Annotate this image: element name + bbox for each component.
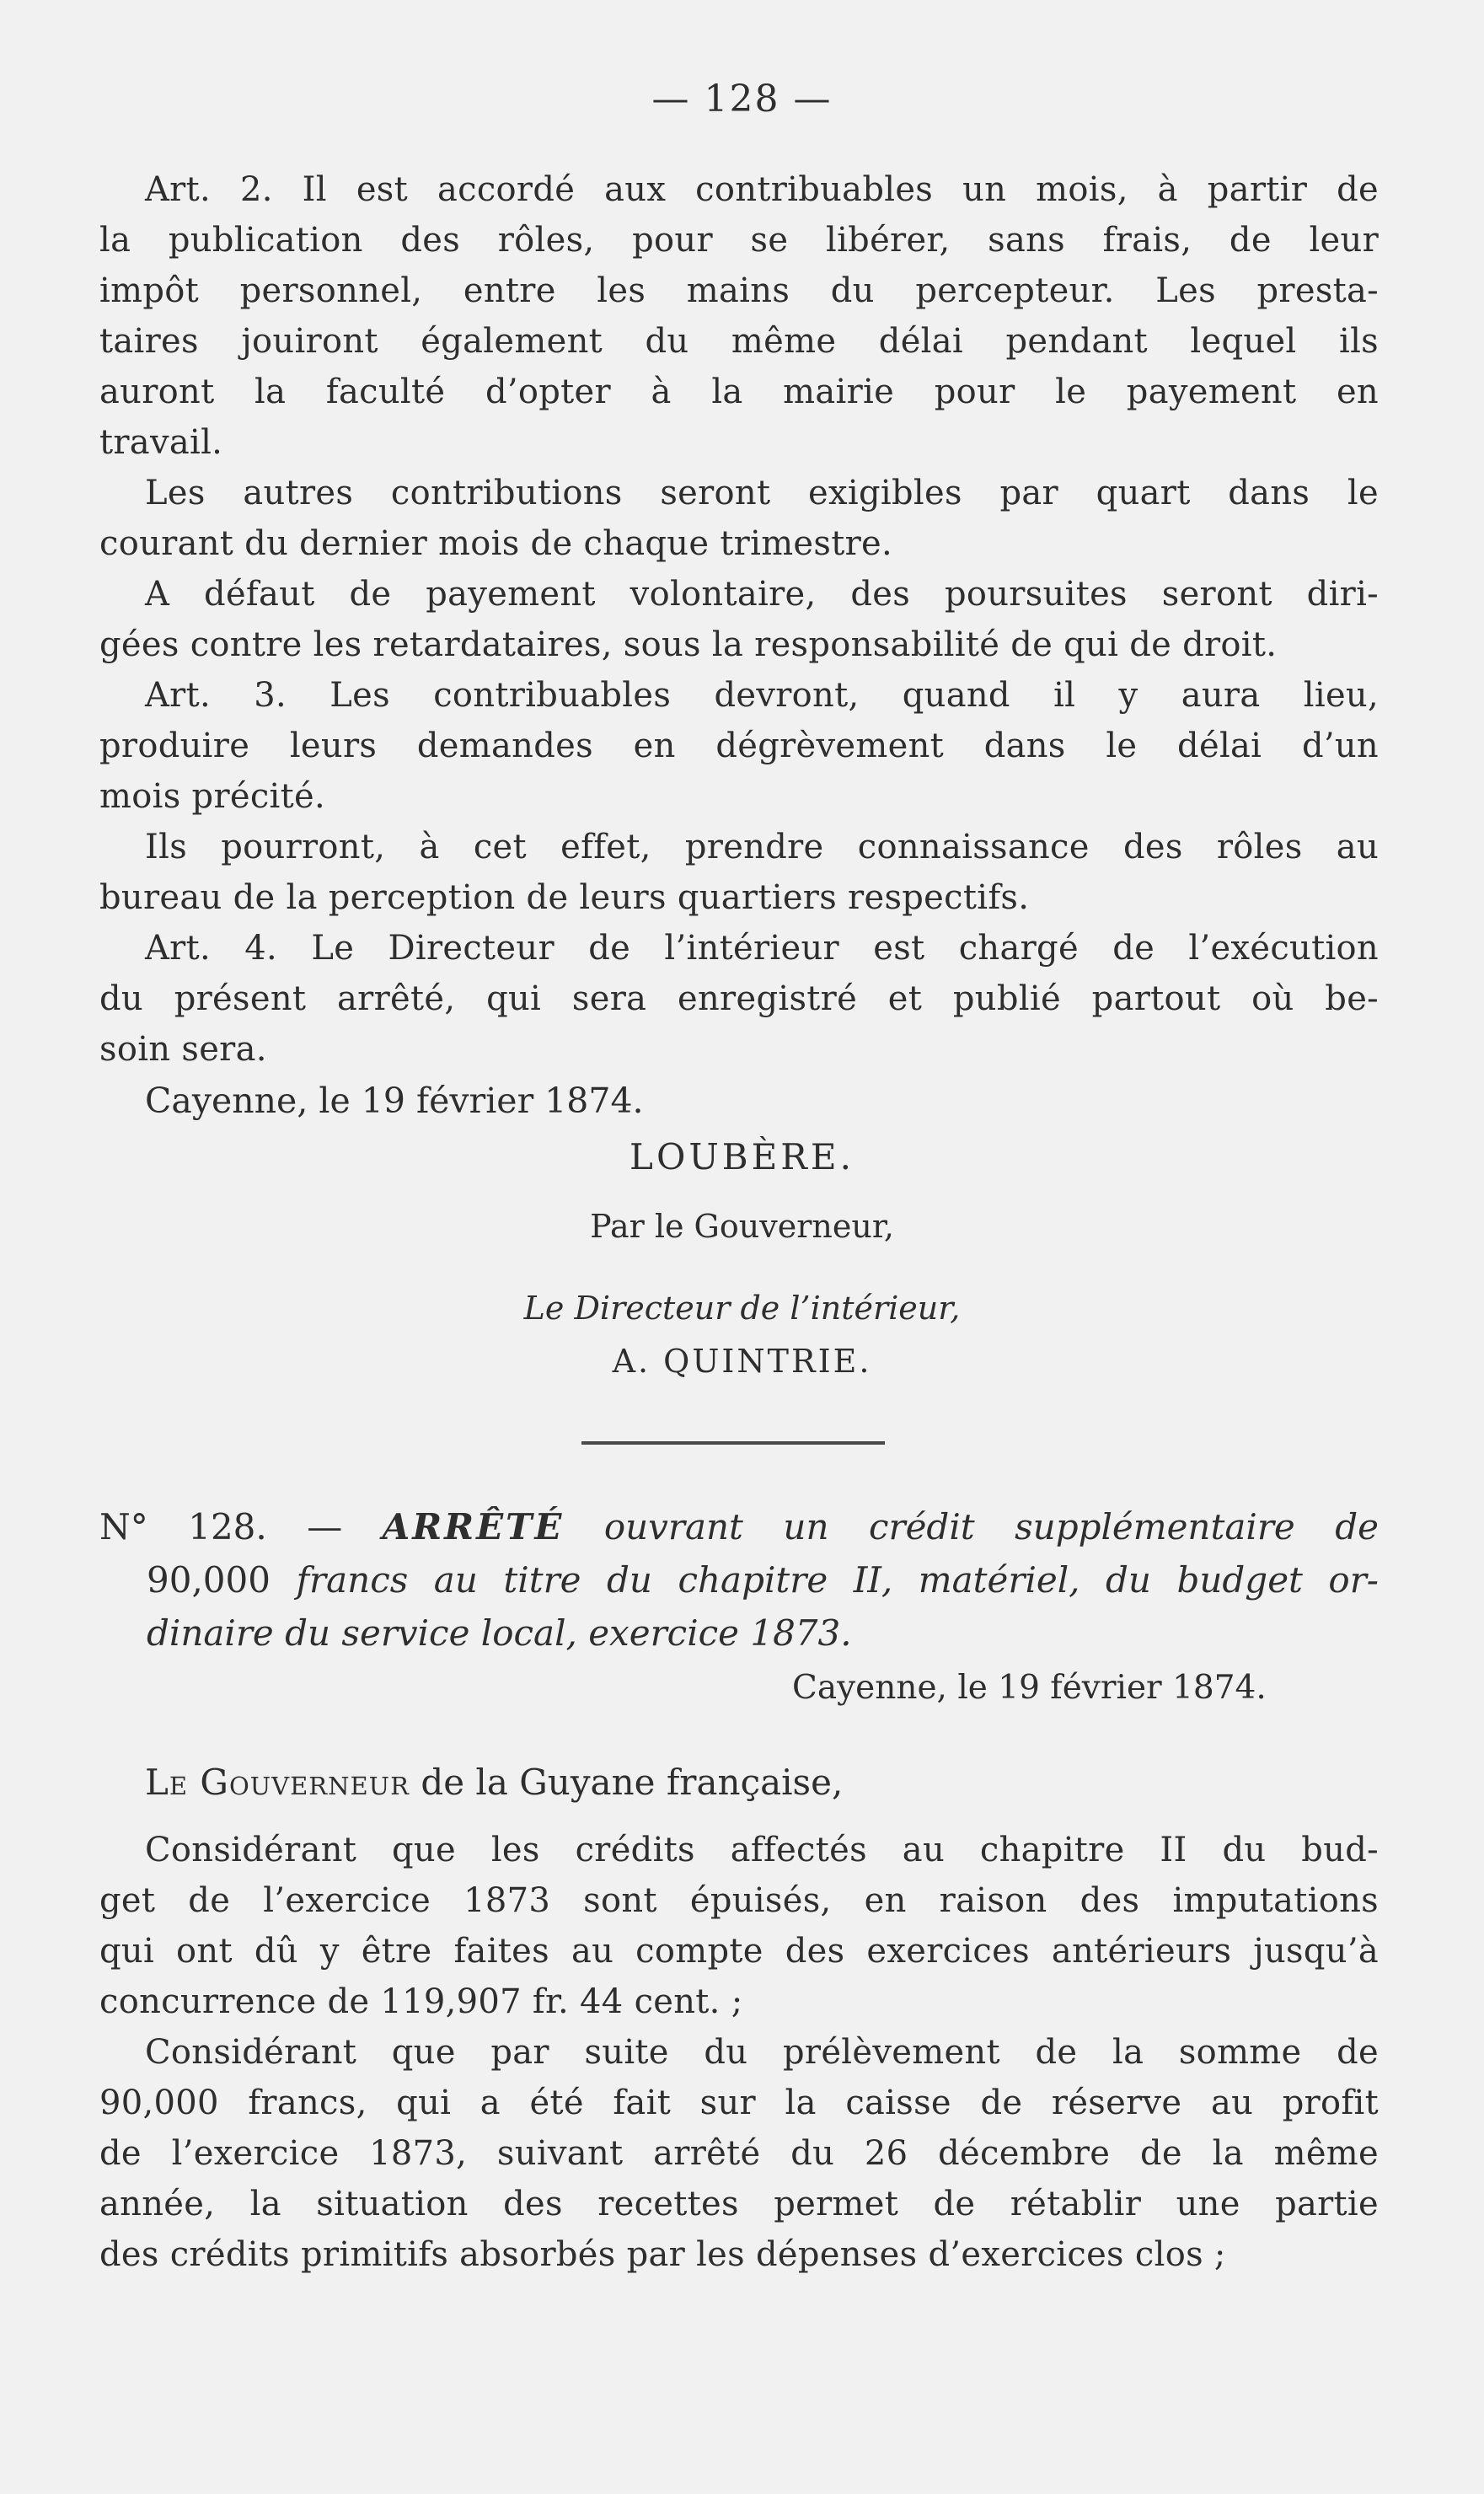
article-line: la publication des rôles, pour se libérer, sans frais, de leur [99,221,1379,260]
article-line: A défaut de payement volontaire, des poursuites seront diri- [145,575,1379,614]
signature-director: A. QUINTRIE. [612,1343,872,1380]
article-line: taires jouiront également du même délai pendant lequel ils [99,322,1379,361]
article-line: Art. 3. Les contribuables devront, quand il y aura lieu, [145,676,1379,715]
decree-number: N° 128. — [99,1506,343,1547]
article-line: gées contre les retardataires, sous la responsabilité de qui de droit. [99,625,1278,664]
article-line: Art. 4. Le Directeur de l’intérieur est chargé de l’exécution [145,929,1379,968]
article-line: soin sera. [99,1030,267,1069]
considerations-text [99,1825,1379,2280]
article-line: Les autres contributions seront exigibles par quart dans le [145,474,1379,512]
governor-line [145,1762,843,1803]
article-line: auront la faculté d’opter à la mairie pour le payement en [99,373,1379,411]
article-line: produire leurs demandes en dégrèvement dans le délai d’un [99,727,1379,765]
decree-heading [99,1500,1379,1660]
article-line: courant du dernier mois de chaque trimestre. [99,524,893,563]
signature-par: Par le Gouverneur, [590,1208,894,1245]
article-line: travail. [99,423,223,462]
consideration-line: Considérant que les crédits affectés au chapitre II du bud- [145,1831,1379,1869]
article-line: Art. 2. Il est accordé aux contribuables un mois, à partir de [145,170,1379,209]
decree-title-1: ouvrant un crédit supplémentaire de [603,1506,1379,1547]
decree-title-2: francs au titre du chapitre II, matériel, du budget or- [296,1559,1379,1601]
article-line: impôt personnel, entre les mains du percepteur. Les presta- [99,271,1379,310]
consideration-line: 90,000 francs, qui a été fait sur la caisse de réserve au profit [99,2084,1379,2122]
articles-text [99,164,1379,1075]
consideration-line: des crédits primitifs absorbés par les dépenses d’exercices clos ; [99,2235,1226,2274]
consideration-line: Considérant que par suite du prélèvement de la somme de [145,2033,1379,2072]
consideration-line: qui ont dû y être faites au compte des exercices antérieurs jusqu’à [99,1932,1379,1971]
consideration-line: get de l’exercice 1873 sont épuisés, en raison des imputations [99,1881,1379,1920]
governor-title: Le Gouverneur [145,1762,410,1803]
signature-name: LOUBÈRE. [629,1136,855,1177]
consideration-line: concurrence de 119,907 fr. 44 cent. ; [99,1982,743,2021]
decree-amount: 90,000 [147,1559,271,1601]
date-line: Cayenne, le 19 février 1874. [145,1081,644,1121]
signature-title: Le Directeur de l’intérieur, [523,1290,961,1327]
article-line: Ils pourront, à cet effet, prendre connaissance des rôles au [145,828,1379,866]
decree-type: ARRÊTÉ [382,1506,565,1547]
decree-location-date: Cayenne, le 19 février 1874. [792,1669,1267,1707]
consideration-line: année, la situation des recettes permet de rétablir une partie [99,2185,1379,2223]
page-number: — 128 — [651,78,833,121]
article-line: bureau de la perception de leurs quartiers respectifs. [99,878,1030,917]
decree-title-3: dinaire du service local, exercice 1873. [147,1612,852,1654]
consideration-line: de l’exercice 1873, suivant arrêté du 26 décembre de la même [99,2134,1379,2173]
article-line: du présent arrêté, qui sera enregistré et publié partout où be- [99,979,1379,1018]
section-divider [581,1441,885,1445]
article-line: mois précité. [99,777,326,816]
governor-rest: de la Guyane française, [421,1762,844,1803]
